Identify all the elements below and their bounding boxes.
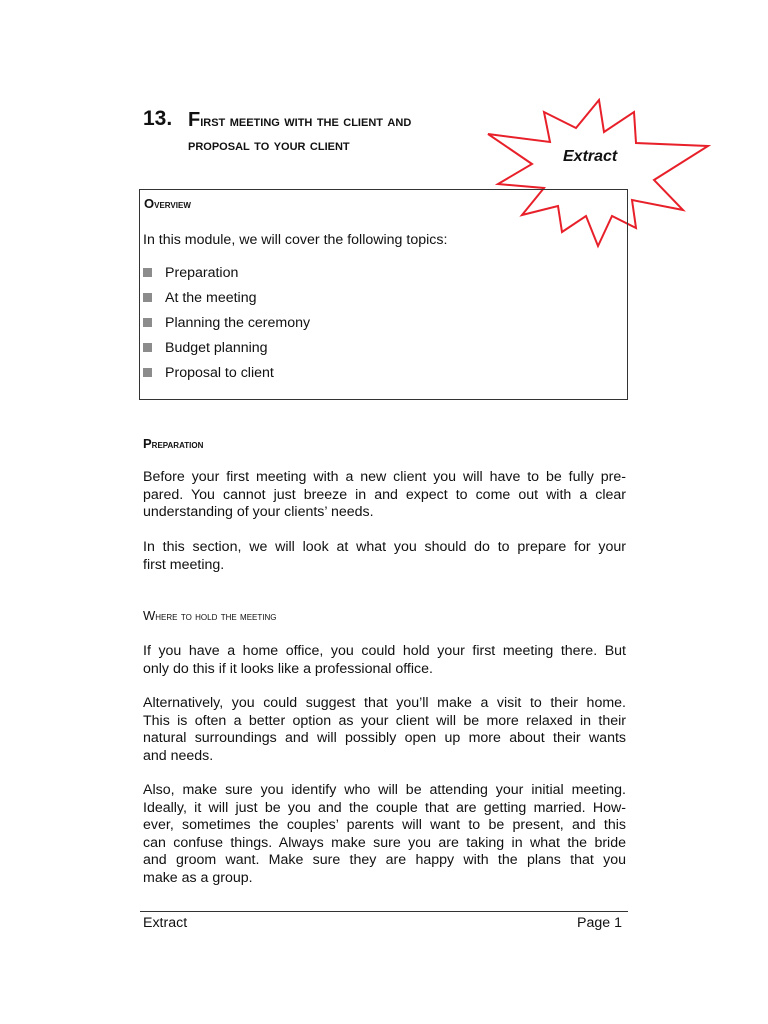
square-bullet-icon [143, 368, 152, 377]
topic-label: Budget planning [165, 340, 268, 356]
overview-heading-initial: O [144, 196, 155, 211]
topic-label: Planning the ceremony [165, 315, 311, 331]
text-line: can confuse things. Always make sure you are taking in what the bride [143, 834, 626, 851]
where-to-hold-heading-initial: W [143, 608, 156, 623]
where-to-hold-heading [143, 608, 276, 624]
overview-intro: In this module, we will cover the following topics: [143, 232, 448, 248]
text-line: Also, make sure you identify who will be attending your initial meeting. [143, 782, 626, 798]
text-line: Before your first meeting with a new client you will have to be fully pre- [143, 469, 626, 485]
where-paragraph-1 [143, 643, 626, 678]
text-line: In this section, we will look at what you should do to prepare for your [143, 539, 626, 555]
preparation-heading [143, 436, 203, 452]
text-line: first meeting. [143, 556, 225, 573]
preparation-heading-rest: reparation [151, 437, 204, 451]
overview-heading [144, 196, 191, 212]
footer-divider [140, 911, 628, 912]
square-bullet-icon [143, 293, 152, 302]
preparation-paragraph-1 [143, 469, 626, 522]
chapter-title-line-1 [188, 107, 411, 135]
text-line: only do this if it looks like a professional office. [143, 660, 433, 677]
chapter-title-line-2: proposal to your client [188, 137, 350, 154]
text-line: and needs. [143, 747, 214, 764]
square-bullet-icon [143, 343, 152, 352]
square-bullet-icon [143, 318, 152, 327]
preparation-paragraph-2 [143, 539, 626, 574]
footer-document-label: Extract [143, 915, 188, 931]
chapter-number: 13. [143, 107, 173, 130]
footer-page-number: Page 1 [577, 915, 622, 931]
chapter-title-initial: F [188, 109, 201, 131]
where-paragraph-3 [143, 782, 626, 887]
preparation-heading-initial: P [143, 436, 152, 451]
overview-heading-rest: verview [154, 197, 191, 211]
text-line: natural surroundings and will possibly open up more about their wants [143, 730, 626, 746]
text-line: and groom want. Make sure they are happy with the plans that you [143, 852, 626, 868]
topic-label: At the meeting [165, 290, 257, 306]
where-to-hold-heading-rest: here to hold the meeting [155, 609, 277, 623]
where-paragraph-2 [143, 695, 626, 765]
text-line: Ideally, it will just be you and the couple that are getting married. How- [143, 799, 626, 816]
topic-label: Preparation [165, 265, 239, 281]
extract-badge-label: Extract [563, 148, 618, 165]
topic-label: Proposal to client [165, 365, 274, 381]
text-line: pared. You cannot just breeze in and expect to come out with a clear [143, 486, 626, 503]
text-line: If you have a home office, you could hold your first meeting there. But [143, 643, 626, 659]
chapter-title-rest: irst meeting with the client and [200, 113, 412, 130]
text-line: ever, sometimes the couples’ parents will want to be present, and this [143, 817, 626, 833]
text-line: Alternatively, you could suggest that you’ll make a visit to their home. [143, 695, 626, 711]
text-line: make as a group. [143, 869, 253, 886]
text-line: understanding of your clients’ needs. [143, 504, 374, 520]
square-bullet-icon [143, 268, 152, 277]
text-line: This is often a better option as your client will be more relaxed in their [143, 712, 626, 729]
